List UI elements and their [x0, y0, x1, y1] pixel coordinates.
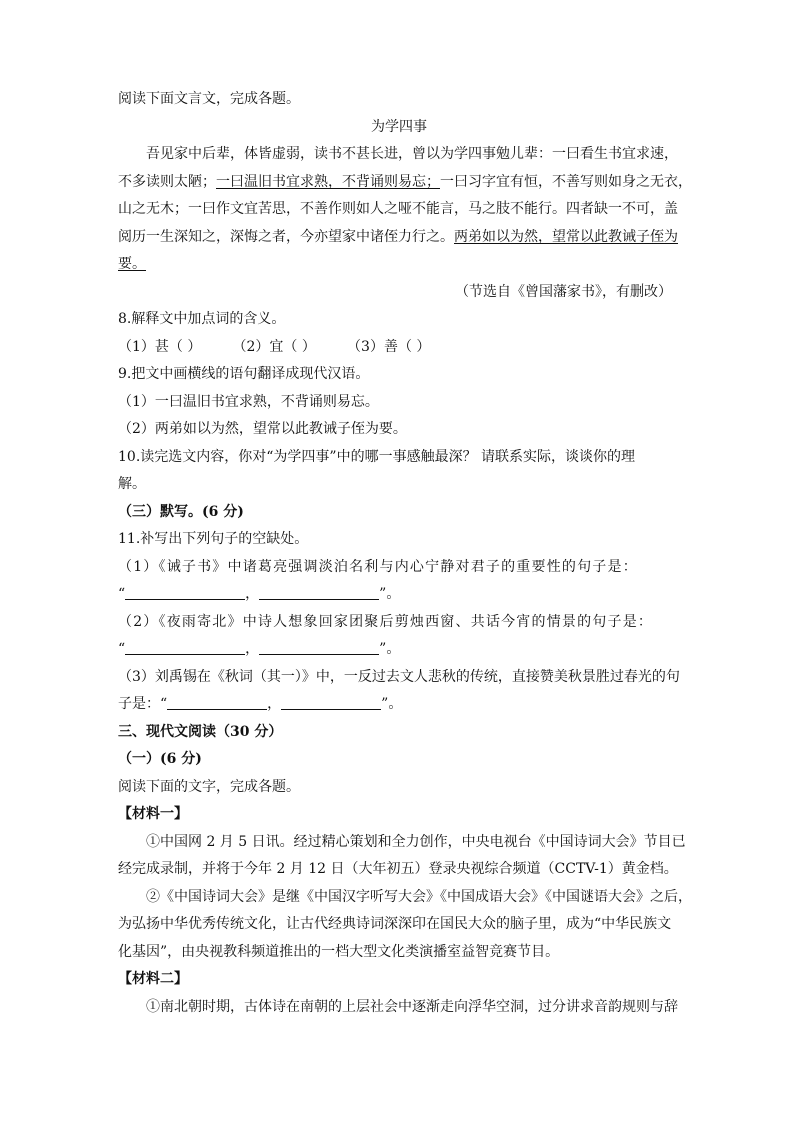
- close-quote: ”。: [379, 641, 401, 657]
- open-quote: “: [118, 586, 126, 602]
- passage-line: [118, 251, 680, 279]
- material-line: ①南北朝时期，古体诗在南朝的上层社会中逐渐走向浮华空洞，过分讲求音韵规则与辞: [146, 998, 678, 1015]
- question-11-item: （1）《诫子书》中诸葛亮强调淡泊名利与内心宁静对君子的重要性的句子是：: [118, 558, 638, 575]
- answer-blank[interactable]: [125, 638, 245, 655]
- passage-line: 吾见家中后辈，体皆虚弱，读书不甚长进，曾以为学四事勉儿辈：一曰看生书宜求速，: [146, 146, 678, 162]
- material-line: 化基因”，由央视教科频道推出的一档大型文化类演播室益智竞赛节目。: [118, 943, 560, 960]
- underlined-sentence: 两弟如以为然，望常以此教诫子侄为: [454, 228, 678, 245]
- question-10-cont: 解。: [118, 476, 146, 492]
- close-quote: ”。: [379, 586, 401, 602]
- material-line: ②《中国诗词大会》是继《中国汉字听写大会》《中国成语大会》《中国谜语大会》之后，: [146, 888, 692, 905]
- question-8: 8.解释文中加点词的含义。: [118, 311, 286, 327]
- comma: ，: [245, 641, 260, 657]
- question-11: 11.补写出下列句子的空缺处。: [118, 531, 309, 547]
- underlined-sentence: 一曰温旧书宜求熟，不背诵则易忘；: [216, 173, 440, 190]
- question-9: 9.把文中画横线的语句翻译成现代汉语。: [118, 366, 370, 382]
- material-line: 经完成录制，并将于今年 2 月 12 日（大年初五）登录央视综合频道（CCTV-1）黄金档。: [118, 861, 678, 877]
- question-8-item: （2）宜（ ）: [232, 338, 316, 355]
- answer-blank[interactable]: [125, 583, 245, 600]
- comma: ，: [245, 586, 260, 602]
- question-9-item: （2）两弟如以为然，望常以此教诫子侄为要。: [118, 421, 407, 437]
- answer-line: [118, 581, 680, 609]
- passage-title: 为学四事: [371, 118, 427, 135]
- passage-text: 阅历一生深知之，深悔之者，今亦望家中诸侄力行之。: [118, 228, 454, 245]
- comma: ，: [267, 696, 282, 712]
- answer-blank[interactable]: [259, 583, 379, 600]
- underlined-sentence: 要。: [118, 256, 146, 272]
- open-quote: “: [118, 641, 126, 657]
- answer-prefix: 子是：“: [118, 696, 168, 712]
- question-8-items: [118, 334, 680, 362]
- answer-line: [118, 691, 680, 719]
- reading-instruction: 阅读下面的文字，完成各题。: [118, 778, 300, 795]
- answer-blank[interactable]: [281, 693, 381, 710]
- passage-text: 一曰习字宜有恒，不善写则如身之无衣，: [440, 173, 692, 190]
- section-heading: 三、现代文阅读（30 分）: [118, 723, 283, 740]
- passage-line: 山之无木；一曰作文宜苦思，不善作则如人之哑不能言，马之肢不能行。四者缺一不可，盖: [118, 201, 678, 217]
- material-line: ①中国网 2 月 5 日讯。经过精心策划和全力创作，中央电视台《中国诗词大会》节目已: [146, 833, 686, 850]
- material-line: 为弘扬中华优秀传统文化，让古代经典诗词深深印在国民大众的脑子里，成为“中华民族文: [118, 916, 672, 932]
- subsection-heading: （一）(6 分): [118, 751, 202, 767]
- passage-line: [118, 224, 680, 252]
- question-8-item: （3）善（ ）: [347, 338, 431, 355]
- question-11-item: （3）刘禹锡在《秋词（其一）》中，一反过去文人悲秋的传统，直接赞美秋景胜过春光的句: [118, 668, 680, 685]
- answer-blank[interactable]: [167, 693, 267, 710]
- document-page: [118, 86, 692, 1021]
- material-label: 【材料一】: [118, 806, 188, 822]
- passage-source: （节选自《曾国藩家书》，有删改）: [455, 283, 672, 300]
- reading-instruction: 阅读下面文言文，完成各题。: [118, 91, 300, 107]
- question-8-item: （1）甚（ ）: [118, 338, 202, 355]
- question-9-item: （1）一曰温旧书宜求熟，不背诵则易忘。: [118, 393, 379, 410]
- passage-text: 不多读则太陋；: [118, 173, 216, 190]
- answer-line: [118, 636, 680, 664]
- section-heading: （三）默写。(6 分): [118, 503, 244, 520]
- material-label: 【材料二】: [118, 971, 188, 987]
- close-quote: ”。: [381, 696, 403, 712]
- answer-blank[interactable]: [259, 638, 379, 655]
- question-10: 10.读完选文内容，你对“为学四事”中的哪一事感触最深？ 请联系实际，谈谈你的理: [118, 448, 636, 465]
- question-11-item: （2）《夜雨寄北》中诗人想象回家团聚后剪烛西窗、共话今宵的情景的句子是：: [118, 613, 654, 630]
- passage-line: [118, 169, 692, 197]
